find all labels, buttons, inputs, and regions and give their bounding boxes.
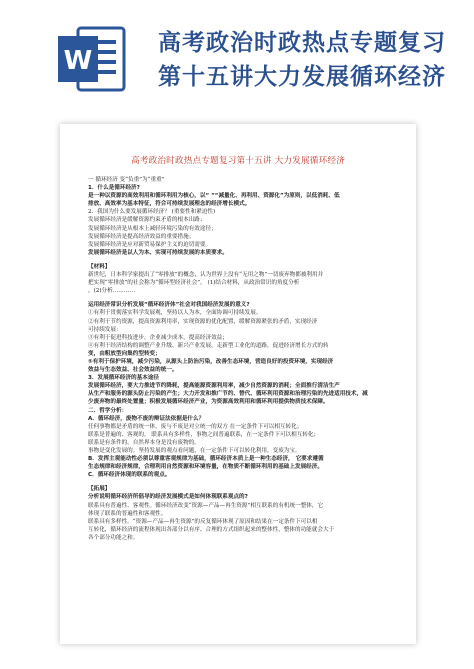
document-title: 高考政治时政热点专题复习第十五讲大力发展循环经济	[158, 30, 446, 90]
text-line: 发展循环经济是应对新贸易保护主义的迫切需要。	[88, 241, 212, 248]
text-line: ②有利于节约资源，提高资源利用率，实现资源的优化配置，缓解资源紧张的矛盾，实现经济	[88, 318, 318, 325]
text-line: 联系是普遍的、客观的。 联系具有多样性，事物之间普遍联系，在一定条件下可以相互转化；	[88, 431, 320, 438]
text-line: 排放、高效率为基本特征，符合可持续发展理念的经济增长模式。	[88, 201, 251, 208]
text-line: A．循环经济，废物不废的辩证法依据是什么？	[88, 415, 205, 422]
document-body	[88, 176, 394, 542]
text-line: 把实现“零排放”的社会称为“循环型经济社会”。 (1)结合材料，从政治常识的角度分析	[88, 280, 300, 287]
text-line: 发展循环经济是缓解资源约束矛盾的根本出路；	[88, 217, 206, 224]
text-line: 分析说明循环经济所倡导的经济发展模式是如何体现联系观点的?	[88, 494, 248, 501]
text-line: 发展循环经济是以人为本、实现可持续发展的本质要求。	[88, 249, 228, 256]
text-line: 少废弃物的最终处置量；积极发展循环经济产业，为资源高效利用和循环利用提供物质技术保障。	[88, 399, 329, 406]
text-line: ，(2)分析…………	[88, 288, 136, 295]
text-line: 运用经济常识分析发展“循环经济体”社会对我国经济发展的意义?	[88, 302, 250, 309]
text-line: 从生产和服务的源头防止污染的产生；大力开发和推广节约、替代、循环利用资源和治理污染的先进适用技术，减	[88, 391, 368, 398]
text-line: 发展循环经济是提高经济效益的重要措施；	[88, 233, 195, 240]
text-line: ①有利于贯彻落实科学发展观，坚持以人为本，全面协调可持续发展。	[88, 310, 262, 317]
text-line: 效益与生态效益、社会效益的统一。	[88, 367, 178, 374]
text-line: 1．什么是循环经济?	[88, 185, 140, 192]
text-line: 二．哲学分析：	[88, 407, 128, 414]
text-line: 各个部分功能之和。	[88, 534, 139, 541]
text-line: ⑤有利于保护环境，减少污染，从源头上防治污染，改善生态环境，营造良好的投资环境，实现经济	[88, 358, 334, 365]
text-line: 2．我国为什么要发展循环经济？ (重要性和紧迫性)	[88, 209, 216, 216]
text-line: ③有利于促进科技进步，企业减少成本，提高经济效益；	[88, 334, 228, 341]
text-line: 3．发展循环经济的基本途径	[88, 375, 160, 382]
text-line: 【材料】	[88, 263, 111, 270]
text-line: 任何事物都是矛盾的统一体，废与不废是对立统一的双方 在一定条件下可以相互转化；	[88, 423, 303, 430]
text-line: 一 循环经济 变“负重”为“重重”	[88, 177, 165, 183]
text-line: 生态规律和经济规律，合理利用自然资源和环境容量，在物质不断循环利用的基础上发展经济。	[88, 464, 323, 471]
svg-text:W: W	[63, 46, 93, 76]
text-line: 是一种以资源的高效利用和循环利用为核心，以“ ”“减量化、再利用、资源化”为原则，以低消耗、低	[88, 193, 340, 200]
document-page	[60, 124, 416, 644]
text-line: 联系是有条件的，自然界本身是没有废物的。	[88, 439, 200, 446]
text-line: 联系具有多样性。“资源—产品—再生资源”的反复循环体现了原因和结果在一定条件下可以相	[88, 518, 318, 525]
header	[0, 0, 474, 112]
text-line: 事物是变化发展的。坚持发展的观点看问题，在一定条件下可以转化利用，变废为宝。	[88, 448, 301, 454]
text-line: 可持续发展：	[88, 326, 122, 333]
text-line: 新世纪，日本科学家提出了“零排放”的概念，认为世界上没有“无用之物”一切废弃物都被利用并	[88, 272, 324, 279]
text-line: 【拓展】	[88, 486, 111, 493]
text-line: B．发挥主观能动性必须以尊重客观规律为基础，循环经济本质上是一种生态经济， 它要求遵循	[88, 456, 324, 463]
text-line: 互转化，循环经济的流程体现出各部分以有序、合理的方式组织起来的整体性，整体的功能就会大于	[88, 526, 335, 533]
text-line: ④有利于经济结构的调整产业升级、新兴产业发展，走新型工业化的道路，促进经济增长方式的转	[88, 342, 329, 349]
page-title: 高考政治时政热点专题复习第十五讲 大力发展循环经济	[131, 156, 345, 166]
text-line: 体现了联系的普遍性和客观性。	[88, 510, 167, 517]
text-line: 联系具有普遍性、客观性。循环经济改变“资源—产品—再生资源”相互联系的有机统一整体，它	[88, 502, 324, 509]
text-line: 发展循环经济是从根本上减轻环境污染的有效途径；	[88, 225, 217, 232]
text-line: C．循环经济体现的联系的观点。	[88, 472, 171, 479]
word-document-icon	[56, 22, 130, 96]
text-line: 发展循环经济，要大力推进节约降耗，提高能源资源利用率，减少自然资源的消耗；全面推行清洁生产	[88, 383, 340, 390]
text-line: 变，由粗放型向集约型转变；	[88, 350, 161, 357]
